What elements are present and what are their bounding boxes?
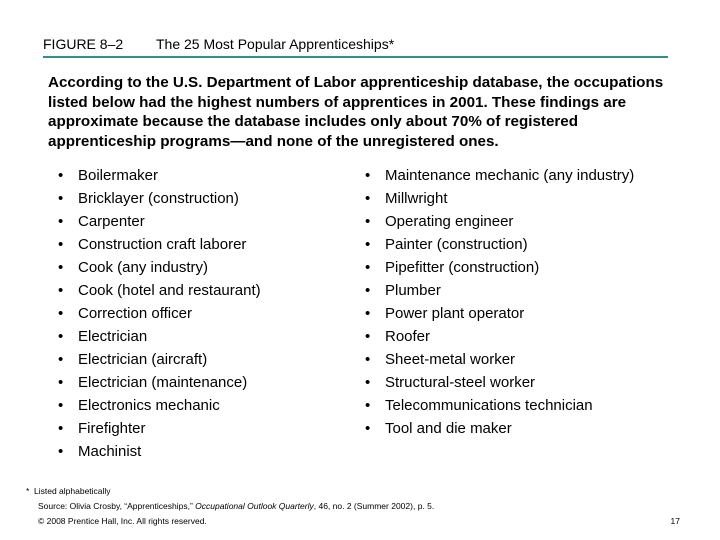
figure-title: The 25 Most Popular Apprenticeships* — [156, 36, 395, 52]
list-item — [58, 210, 261, 233]
list-item — [365, 417, 634, 440]
figure-header — [43, 36, 668, 52]
intro-paragraph: According to the U.S. Department of Labor apprenticeship database, the occupations listed below had the highest numbers of apprentices in 2001. These findings are approximate because the database includes only about 70% of registered apprenticeship programs—and none of the unregistered ones. — [48, 74, 664, 150]
list-item — [365, 164, 634, 187]
list-item — [58, 348, 261, 371]
occupation-label: Roofer — [385, 328, 431, 345]
list-item — [58, 164, 261, 187]
list-item — [58, 440, 261, 463]
occupation-label: Cook (any industry) — [78, 259, 209, 276]
bullet-icon: • — [365, 351, 371, 368]
occupation-label: Cook (hotel and restaurant) — [78, 282, 261, 299]
list-item — [58, 279, 261, 302]
bullet-icon: • — [58, 213, 64, 230]
header-rule — [43, 56, 668, 58]
list-item — [365, 348, 634, 371]
occupation-label: Plumber — [385, 282, 441, 299]
occupation-label: Electrician (maintenance) — [78, 374, 248, 391]
bullet-icon: • — [58, 420, 64, 437]
bullet-icon: • — [58, 351, 64, 368]
bullet-icon: • — [365, 328, 371, 345]
list-item — [365, 325, 634, 348]
copyright-notice: © 2008 Prentice Hall, Inc. All rights reserved. — [38, 516, 207, 526]
occupation-label: Boilermaker — [78, 167, 159, 184]
list-item — [58, 233, 261, 256]
list-item — [365, 279, 634, 302]
list-item — [58, 187, 261, 210]
list-item — [58, 256, 261, 279]
bullet-icon: • — [58, 374, 64, 391]
source-suffix: , 46, no. 2 (Summer 2002), p. 5. — [313, 501, 435, 511]
list-item — [58, 394, 261, 417]
bullet-icon: • — [58, 167, 64, 184]
occupation-label: Correction officer — [78, 305, 192, 322]
list-item — [365, 210, 634, 233]
occupation-label: Maintenance mechanic (any industry) — [385, 167, 635, 184]
source-citation — [38, 501, 434, 511]
bullet-icon: • — [365, 420, 371, 437]
bullet-icon: • — [365, 259, 371, 276]
occupation-label: Firefighter — [78, 420, 146, 437]
occupation-label: Sheet-metal worker — [385, 351, 516, 368]
bullet-icon: • — [58, 328, 64, 345]
bullet-icon: • — [365, 305, 371, 322]
list-item — [58, 325, 261, 348]
occupation-label: Construction craft laborer — [78, 236, 247, 253]
occupation-label: Carpenter — [78, 213, 145, 230]
occupation-label: Power plant operator — [385, 305, 525, 322]
occupation-label: Electrician — [78, 328, 148, 345]
bullet-icon: • — [365, 167, 371, 184]
list-item — [365, 302, 634, 325]
footnote-mark: * — [26, 486, 30, 496]
occupation-label: Telecommunications technician — [385, 397, 593, 414]
occupation-label: Painter (construction) — [385, 236, 528, 253]
occupation-label: Bricklayer (construction) — [78, 190, 239, 207]
occupation-label: Electrician (aircraft) — [78, 351, 208, 368]
bullet-icon: • — [58, 443, 64, 460]
bullet-icon: • — [58, 282, 64, 299]
list-item — [365, 394, 634, 417]
bullet-icon: • — [365, 213, 371, 230]
list-item — [365, 371, 634, 394]
list-item — [365, 256, 634, 279]
bullet-icon: • — [365, 374, 371, 391]
list-item — [365, 187, 634, 210]
bullet-icon: • — [58, 305, 64, 322]
bullet-icon: • — [365, 236, 371, 253]
occupation-label: Machinist — [78, 443, 142, 460]
right-occupation-list — [365, 164, 634, 440]
bullet-icon: • — [365, 397, 371, 414]
bullet-icon: • — [58, 190, 64, 207]
occupation-label: Structural-steel worker — [385, 374, 536, 391]
left-occupation-list — [58, 164, 261, 463]
bullet-icon: • — [58, 236, 64, 253]
list-item — [58, 371, 261, 394]
footnote-text: Listed alphabetically — [34, 486, 111, 496]
source-prefix: Source: Olivia Crosby, “Apprenticeships,” — [38, 501, 196, 511]
list-item — [365, 233, 634, 256]
bullet-icon: • — [365, 282, 371, 299]
list-item — [58, 302, 261, 325]
figure-number: FIGURE 8–2 — [43, 36, 124, 52]
source-journal: Occupational Outlook Quarterly — [195, 501, 314, 511]
page-number: 17 — [670, 516, 680, 526]
bullet-icon: • — [58, 259, 64, 276]
occupation-label: Pipefitter (construction) — [385, 259, 540, 276]
bullet-icon: • — [365, 190, 371, 207]
bullet-icon: • — [58, 397, 64, 414]
list-item — [58, 417, 261, 440]
occupation-label: Operating engineer — [385, 213, 514, 230]
occupation-label: Tool and die maker — [385, 420, 512, 437]
occupation-label: Millwright — [385, 190, 448, 207]
occupation-label: Electronics mechanic — [78, 397, 220, 414]
footnote — [26, 486, 111, 496]
